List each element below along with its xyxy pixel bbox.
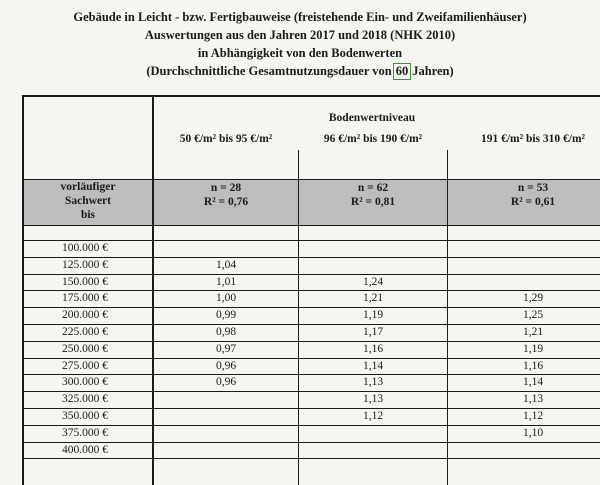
- row-divider: [22, 374, 600, 375]
- stats-column-3: [448, 181, 600, 209]
- factor-cell-col-3: 1,10: [522, 426, 544, 439]
- table-gap-divider: [22, 240, 600, 241]
- factor-cell-col-1: 1,04: [215, 258, 237, 271]
- factor-cell-col-3: 1,13: [522, 393, 544, 406]
- row-header-line-1: vorläufiger: [60, 181, 116, 193]
- title-line-4-prefix: (Durchschnittliche Gesamtnutzungsdauer von: [146, 64, 392, 78]
- row-divider: [22, 307, 600, 308]
- factor-cell-col-1: 1,01: [215, 275, 237, 288]
- row-divider: [22, 425, 600, 426]
- row-label-sachwert: 150.000 €: [62, 275, 108, 288]
- stats-column-2: [299, 181, 447, 209]
- row-label-sachwert: 350.000 €: [62, 410, 108, 422]
- stats-r2-2: R² = 0,81: [350, 196, 396, 208]
- row-label-sachwert: 275.000 €: [62, 359, 108, 372]
- stats-n-1: n = 28: [210, 182, 242, 194]
- stats-r2-3: R² = 0,61: [510, 196, 556, 208]
- factor-cell-col-2: 1,13: [362, 393, 384, 406]
- row-divider: [22, 391, 600, 392]
- row-divider: [22, 358, 600, 359]
- highlighted-years-box: 60: [393, 63, 412, 80]
- table-top-border: [22, 95, 600, 97]
- factor-cell-col-1: 0,96: [215, 376, 237, 389]
- title-line-3: in Abhängigkeit von den Bodenwerten: [197, 46, 403, 60]
- factor-cell-col-3: 1,25: [522, 309, 544, 322]
- sachwert-table: [22, 95, 600, 485]
- stats-r2-1: R² = 0,76: [203, 196, 249, 208]
- factor-cell-col-2: 1,14: [362, 359, 384, 372]
- row-divider: [22, 324, 600, 325]
- factor-cell-col-1: 0,97: [215, 342, 237, 355]
- row-divider: [22, 290, 600, 291]
- title-line-2: Auswertungen aus den Jahren 2017 und 2018 (NHK 2010): [144, 28, 456, 42]
- column-header-2: 96 €/m² bis 190 €/m²: [323, 133, 423, 145]
- factor-cell-col-3: 1,19: [522, 342, 544, 355]
- factor-cell-col-2: 1,24: [362, 275, 384, 288]
- factor-cell-col-3: 1,16: [522, 359, 544, 372]
- group-header-bodenwertniveau: Bodenwertniveau: [328, 112, 416, 124]
- row-header-line-2: Sachwert: [65, 195, 111, 207]
- row-label-sachwert: 400.000 €: [62, 443, 108, 456]
- row-label-sachwert: 250.000 €: [62, 342, 108, 355]
- factor-cell-col-1: 0,96: [215, 359, 237, 372]
- factor-cell-col-2: 1,12: [362, 410, 384, 422]
- row-divider: [22, 341, 600, 342]
- stats-column-1: [154, 181, 298, 209]
- row-label-sachwert: 200.000 €: [62, 309, 108, 322]
- row-label-sachwert: 325.000 €: [62, 393, 108, 406]
- stats-n-3: n = 53: [517, 182, 549, 194]
- factor-cell-col-2: 1,21: [362, 292, 384, 305]
- row-header: [24, 180, 152, 222]
- column-header-3: 191 €/m² bis 310 €/m²: [480, 133, 585, 145]
- document-title: [0, 8, 600, 80]
- factor-cell-col-3: 1,14: [522, 376, 544, 389]
- factor-cell-col-3: 1,29: [522, 292, 544, 305]
- row-divider: [22, 257, 600, 258]
- row-divider: [22, 274, 600, 275]
- row-label-sachwert: 125.000 €: [62, 258, 108, 271]
- row-label-sachwert: 175.000 €: [62, 292, 108, 305]
- factor-cell-col-3: 1,12: [522, 410, 544, 422]
- factor-cell-col-2: 1,16: [362, 342, 384, 355]
- table-stats-divider: [22, 225, 600, 226]
- row-label-sachwert: 375.000 €: [62, 426, 108, 439]
- column-header-1: 50 €/m² bis 95 €/m²: [179, 133, 273, 145]
- factor-cell-col-1: 0,98: [215, 326, 237, 338]
- row-header-line-3: bis: [80, 209, 96, 221]
- factor-cell-col-1: 1,00: [215, 292, 237, 305]
- factor-cell-col-1: 0,99: [215, 309, 237, 322]
- row-divider: [22, 458, 600, 459]
- title-line-1: Gebäude in Leicht - bzw. Fertigbauweise (freistehende Ein- und Zweifamilienhäuser): [73, 10, 527, 24]
- title-line-4: [0, 62, 600, 80]
- factor-cell-col-3: 1,21: [522, 326, 544, 338]
- row-label-sachwert: 225.000 €: [62, 326, 108, 338]
- stats-n-2: n = 62: [357, 182, 389, 194]
- row-label-sachwert: 100.000 €: [62, 242, 108, 254]
- factor-cell-col-2: 1,13: [362, 376, 384, 389]
- factor-cell-col-2: 1,17: [362, 326, 384, 338]
- row-label-sachwert: 300.000 €: [62, 376, 108, 389]
- title-line-4-suffix: Jahren): [412, 64, 454, 78]
- factor-cell-col-2: 1,19: [362, 309, 384, 322]
- row-divider: [22, 408, 600, 409]
- row-divider: [22, 442, 600, 443]
